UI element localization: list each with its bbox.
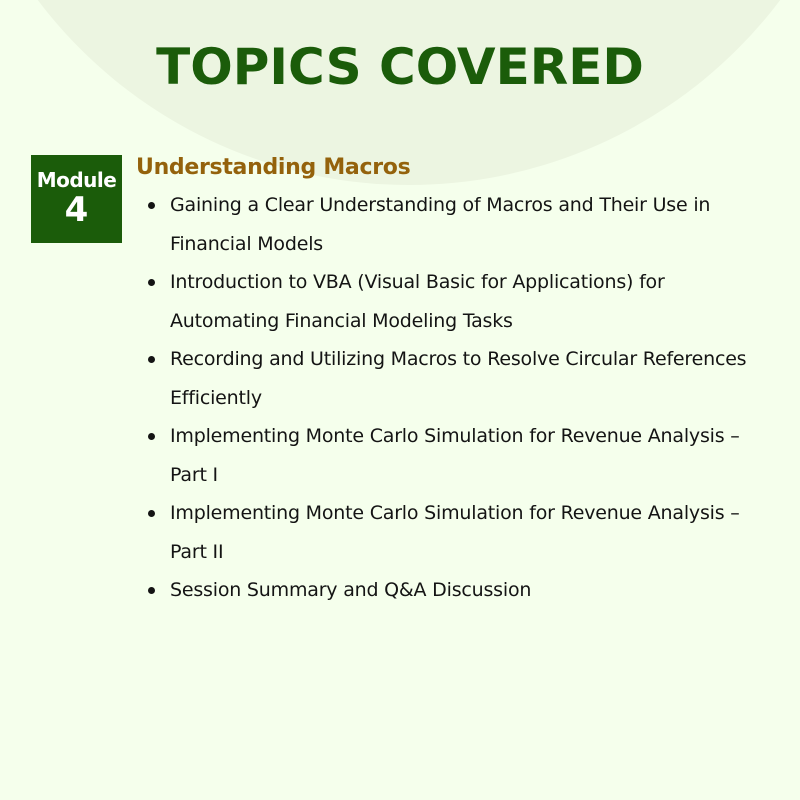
topic-text: Implementing Monte Carlo Simulation for Revenue Analysis – Part II xyxy=(170,502,740,563)
topic-item xyxy=(148,494,768,571)
topic-item xyxy=(148,571,768,610)
topic-text: Gaining a Clear Understanding of Macros and Their Use in Financial Models xyxy=(170,194,711,255)
topic-item xyxy=(148,186,768,263)
topic-item xyxy=(148,340,768,417)
bullet-icon xyxy=(148,587,155,594)
topics-list xyxy=(148,186,768,610)
topic-item xyxy=(148,417,768,494)
page-title: TOPICS COVERED xyxy=(156,38,644,96)
bullet-icon xyxy=(148,510,155,517)
module-badge xyxy=(31,155,122,243)
bullet-icon xyxy=(148,433,155,440)
bullet-icon xyxy=(148,202,155,209)
module-title: Understanding Macros xyxy=(136,155,411,180)
topic-text: Recording and Utilizing Macros to Resolve Circular References Efficiently xyxy=(170,348,747,409)
module-label: Module xyxy=(36,168,117,192)
bullet-icon xyxy=(148,279,155,286)
module-number: 4 xyxy=(64,190,89,230)
topic-text: Introduction to VBA (Visual Basic for Applications) for Automating Financial Modeling Tasks xyxy=(170,271,665,332)
bullet-icon xyxy=(148,356,155,363)
topic-text: Implementing Monte Carlo Simulation for Revenue Analysis – Part I xyxy=(170,425,740,486)
topic-text: Session Summary and Q&A Discussion xyxy=(170,579,532,601)
topic-item xyxy=(148,263,768,340)
